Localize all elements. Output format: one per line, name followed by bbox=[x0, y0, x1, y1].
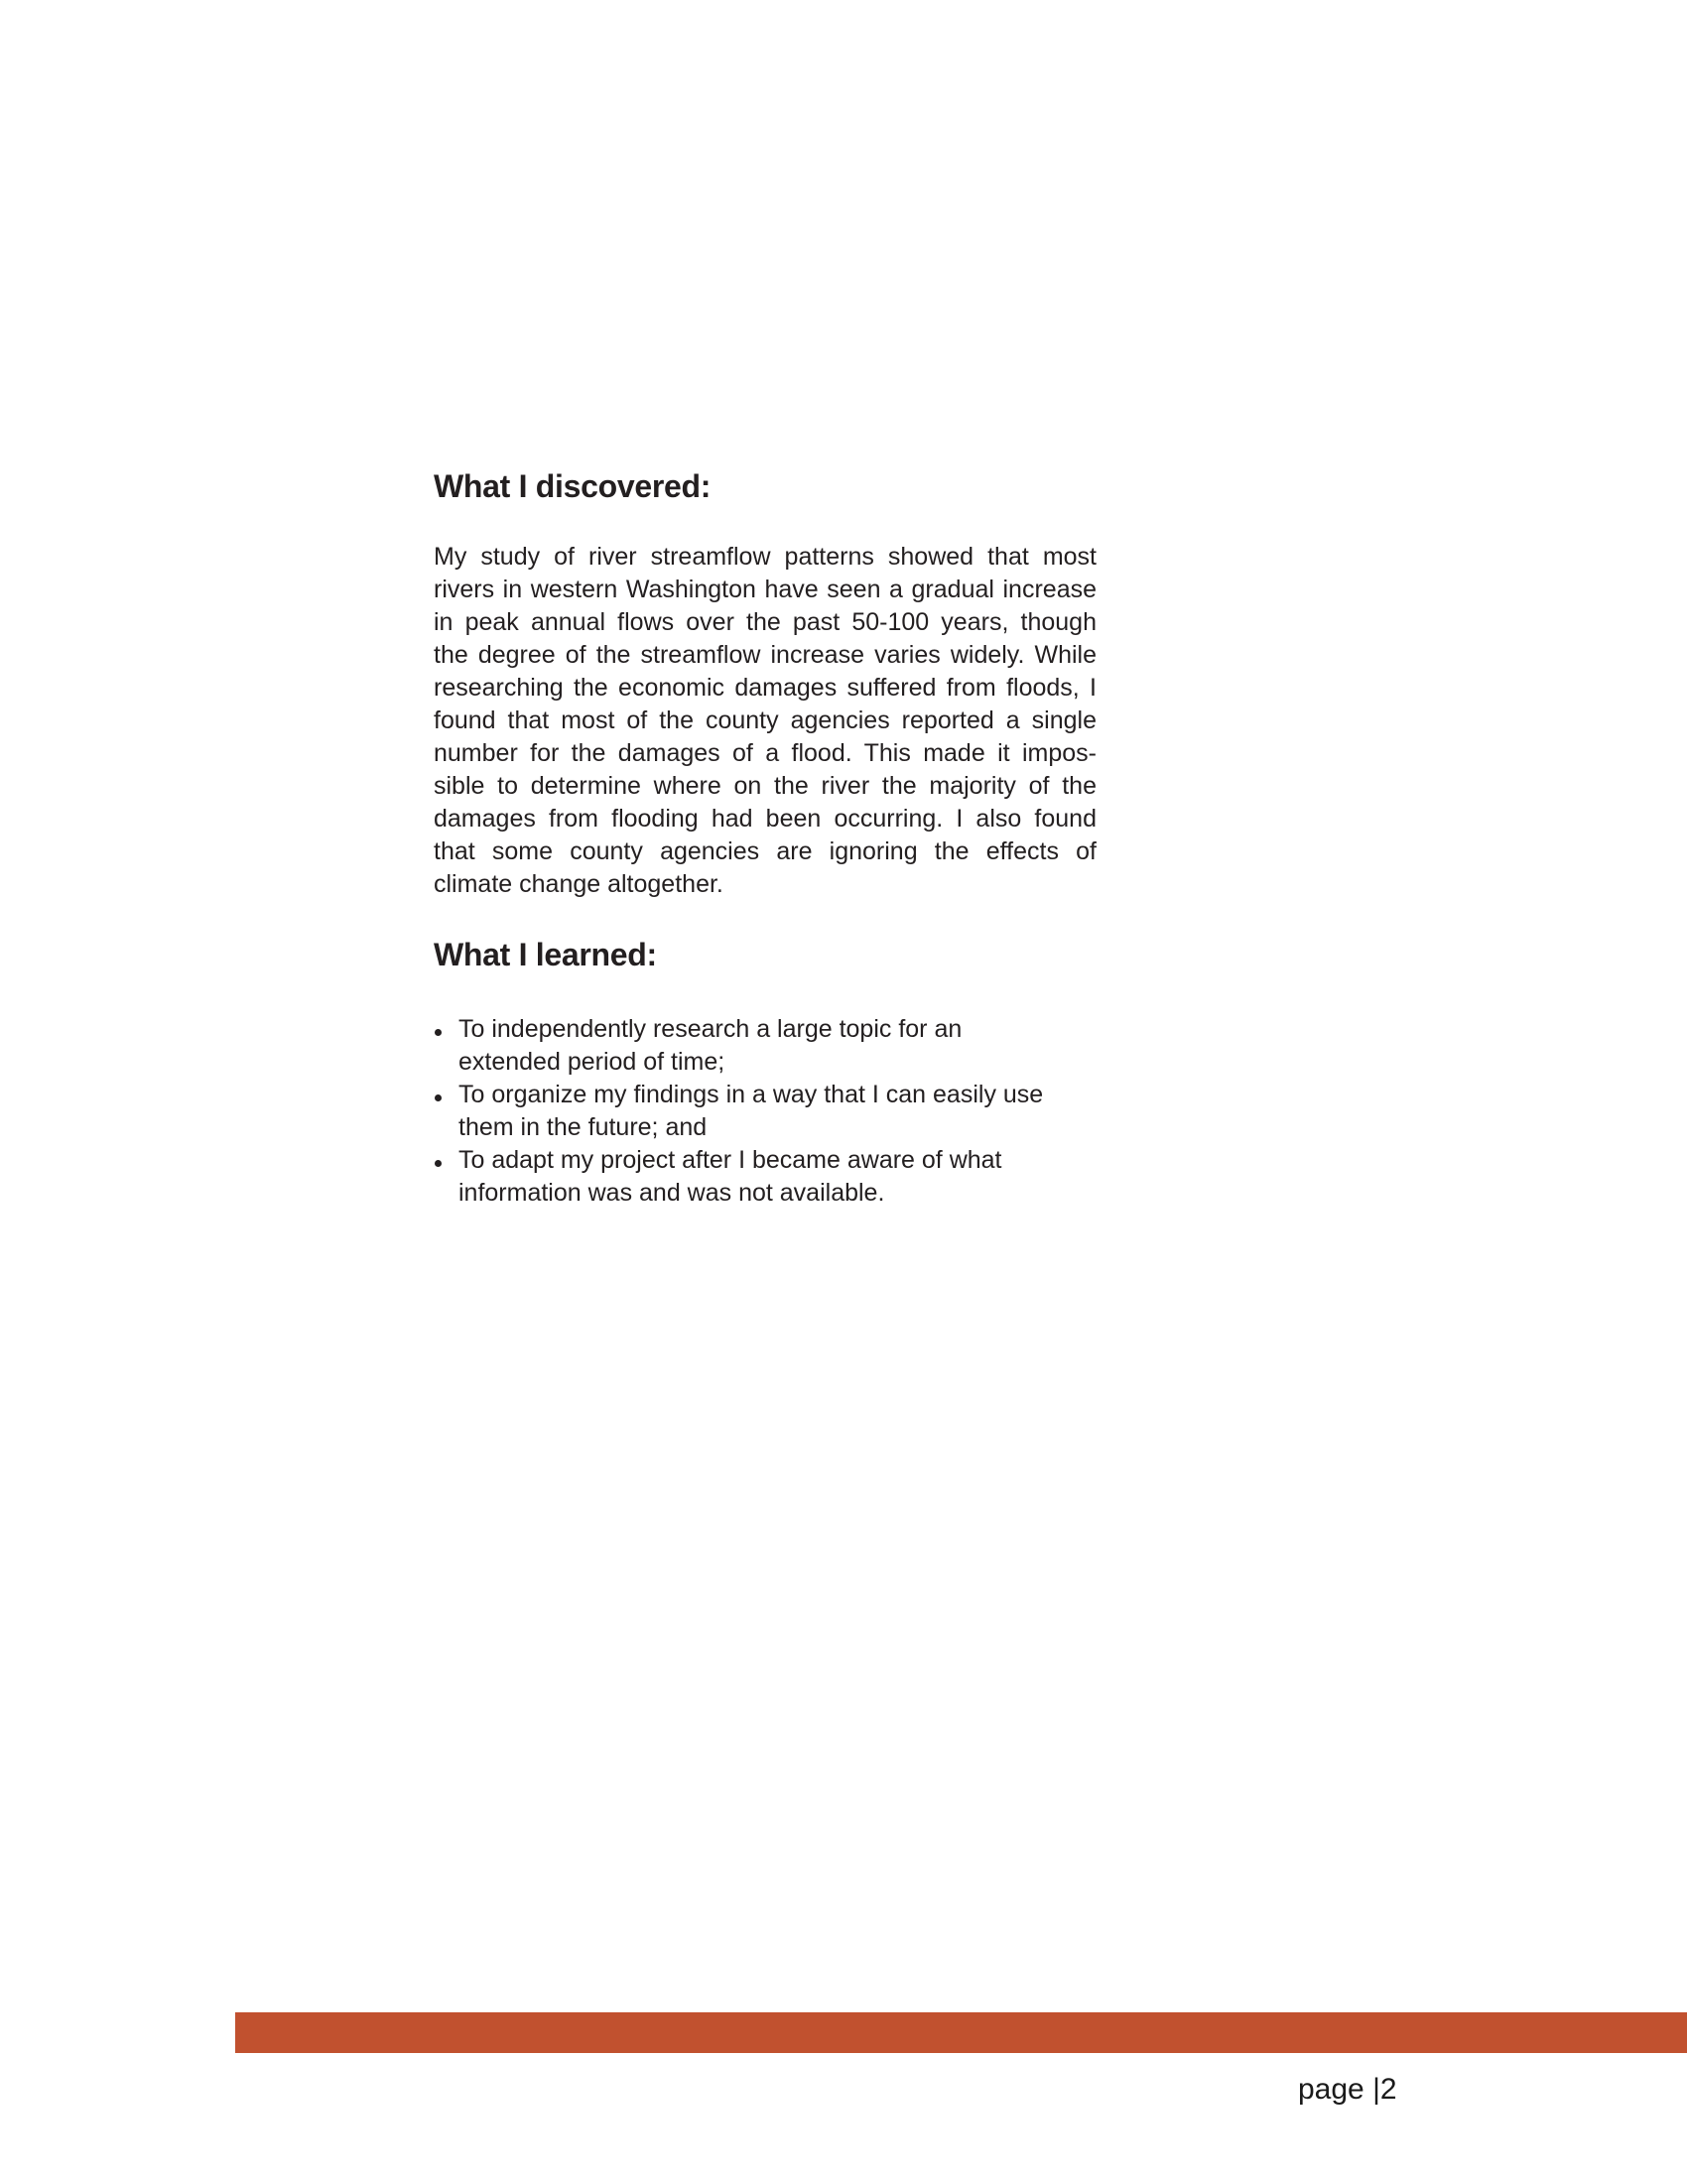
bullet-icon bbox=[435, 1029, 442, 1036]
paragraph-line: in peak annual flows over the past 50-100 years, though bbox=[434, 608, 1097, 636]
list-item bbox=[434, 1144, 1097, 1210]
paragraph-line: rivers in western Washington have seen a gradual increase bbox=[434, 576, 1097, 603]
bullet-icon bbox=[435, 1160, 442, 1167]
list-item bbox=[434, 1013, 1097, 1079]
bullet-icon bbox=[435, 1094, 442, 1101]
paragraph-line: damages from flooding had been occurring. I also found bbox=[434, 805, 1097, 833]
bullet-list bbox=[434, 1013, 1097, 1210]
bullet-line: To independently research a large topic for an bbox=[458, 1015, 963, 1043]
section-heading-learned: What I learned: bbox=[434, 937, 657, 972]
page-number: page |2 bbox=[1298, 2073, 1397, 2106]
footer-accent-bar bbox=[235, 2012, 1687, 2053]
paragraph-line: number for the damages of a flood. This made it impos- bbox=[434, 739, 1097, 767]
list-item bbox=[434, 1079, 1097, 1144]
paragraph-line: My study of river streamflow patterns showed that most bbox=[434, 543, 1097, 571]
bullet-line: To adapt my project after I became aware of what bbox=[458, 1146, 1002, 1174]
paragraph-line: climate change altogether. bbox=[434, 870, 723, 898]
bullet-line: extended period of time; bbox=[458, 1048, 725, 1076]
paragraph-line: found that most of the county agencies reported a single bbox=[434, 707, 1097, 734]
paragraph-line: sible to determine where on the river the majority of the bbox=[434, 772, 1097, 800]
bullet-line: information was and was not available. bbox=[458, 1179, 885, 1207]
paragraph-line: researching the economic damages suffered from floods, I bbox=[434, 674, 1097, 702]
bullet-line: To organize my findings in a way that I can easily use bbox=[458, 1081, 1044, 1108]
paragraph-line: that some county agencies are ignoring the effects of bbox=[434, 837, 1097, 865]
paragraph-line: the degree of the streamflow increase varies widely. While bbox=[434, 641, 1097, 669]
section-heading-discovered: What I discovered: bbox=[434, 468, 712, 504]
body-paragraph bbox=[434, 541, 1097, 901]
bullet-line: them in the future; and bbox=[458, 1113, 708, 1141]
